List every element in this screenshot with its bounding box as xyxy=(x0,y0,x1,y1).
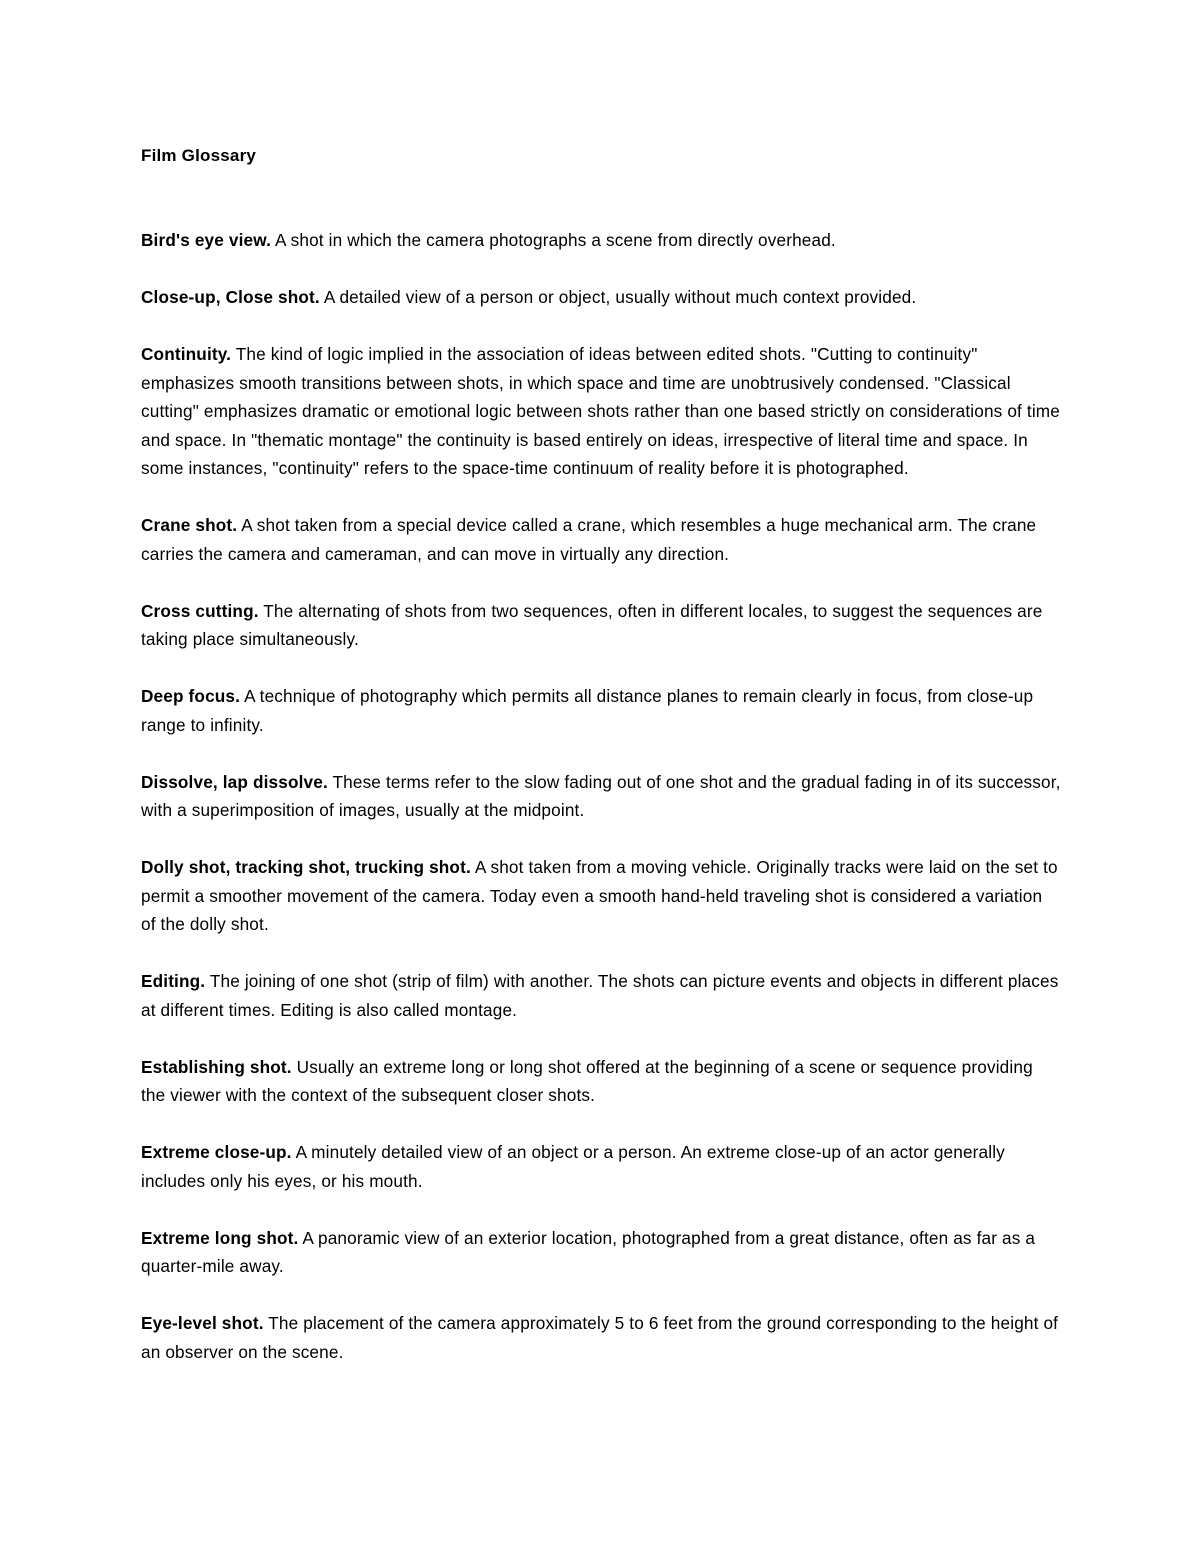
entry-term: Cross cutting. xyxy=(141,600,259,621)
entry-term: Editing. xyxy=(141,971,206,991)
entry-definition: A detailed view of a person or object, usually without much context provided. xyxy=(323,287,917,307)
glossary-entry xyxy=(141,340,1061,483)
entry-term: Bird's eye view. xyxy=(141,230,272,250)
entry-term: Crane shot. xyxy=(141,515,238,535)
glossary-entry xyxy=(141,511,1061,568)
entry-definition: The kind of logic implied in the association of ideas between edited shots. "Cutting to continuity" emphasizes smooth transitions between shots, in which space and time are unobtrusively condensed. "Classical cutting" emphasizes dramatic or emotional logic between shots rather than one based strictly on considerations of time and space. In "thematic montage" the continuity is based entirely on ideas, irrespective of literal time and space. In some instances, "continuity" refers to the space-time continuum of reality before it is photographed. xyxy=(141,344,1060,478)
entry-definition: A minutely detailed view of an object or a person. An extreme close-up of an actor generally includes only his eyes, or his mouth. xyxy=(141,1142,1005,1191)
glossary-entry xyxy=(141,682,1061,739)
entry-definition: A shot in which the camera photographs a scene from directly overhead. xyxy=(275,230,836,250)
entry-definition: The alternating of shots from two sequences, often in different locales, to suggest the sequences are taking place simultaneously. xyxy=(141,600,1043,649)
entry-term: Extreme close-up. xyxy=(141,1142,292,1162)
document-body xyxy=(141,141,1061,1395)
glossary-list xyxy=(141,226,1061,1366)
document-title: Film Glossary xyxy=(141,146,257,165)
glossary-entry xyxy=(141,853,1061,939)
entry-term: Extreme long shot. xyxy=(141,1227,299,1248)
entry-term: Dissolve, lap dissolve. xyxy=(141,771,328,792)
entry-term: Eye-level shot. xyxy=(141,1313,264,1333)
glossary-entry xyxy=(141,768,1061,825)
entry-term: Dolly shot, tracking shot, trucking shot. xyxy=(141,857,471,877)
glossary-entry xyxy=(141,1309,1061,1366)
entry-definition: A shot taken from a moving vehicle. Originally tracks were laid on the set to permit a smoother movement of the camera. Today even a smooth hand-held traveling shot is considered a variation of the dolly shot. xyxy=(141,857,1058,934)
entry-definition: A shot taken from a special device called a crane, which resembles a huge mechanical arm. The crane carries the camera and cameraman, and can move in virtually any direction. xyxy=(141,515,1037,564)
glossary-entry xyxy=(141,1053,1061,1110)
entry-term: Close-up, Close shot. xyxy=(141,287,320,307)
glossary-entry xyxy=(141,1138,1061,1195)
entry-definition: A technique of photography which permits all distance planes to remain clearly in focus, from close-up range to infinity. xyxy=(141,686,1034,735)
entry-term: Establishing shot. xyxy=(141,1056,292,1077)
glossary-entry xyxy=(141,597,1061,654)
glossary-entry xyxy=(141,967,1061,1024)
glossary-entry xyxy=(141,283,1061,312)
entry-term: Continuity. xyxy=(141,344,232,364)
entry-definition: A panoramic view of an exterior location, photographed from a great distance, often as far as a quarter-mile away. xyxy=(141,1227,1036,1276)
glossary-entry xyxy=(141,1224,1061,1281)
entry-definition: The placement of the camera approximately 5 to 6 feet from the ground corresponding to the height of an observer on the scene. xyxy=(141,1313,1059,1362)
glossary-entry xyxy=(141,226,1061,255)
entry-term: Deep focus. xyxy=(141,686,241,706)
entry-definition: The joining of one shot (strip of film) with another. The shots can picture events and objects in different places at different times. Editing is also called montage. xyxy=(141,971,1059,1020)
entry-definition: These terms refer to the slow fading out of one shot and the gradual fading in of its successor, with a superimposition of images, usually at the midpoint. xyxy=(141,771,1061,820)
entry-definition: Usually an extreme long or long shot offered at the beginning of a scene or sequence providing the viewer with the context of the subsequent closer shots. xyxy=(141,1056,1033,1105)
